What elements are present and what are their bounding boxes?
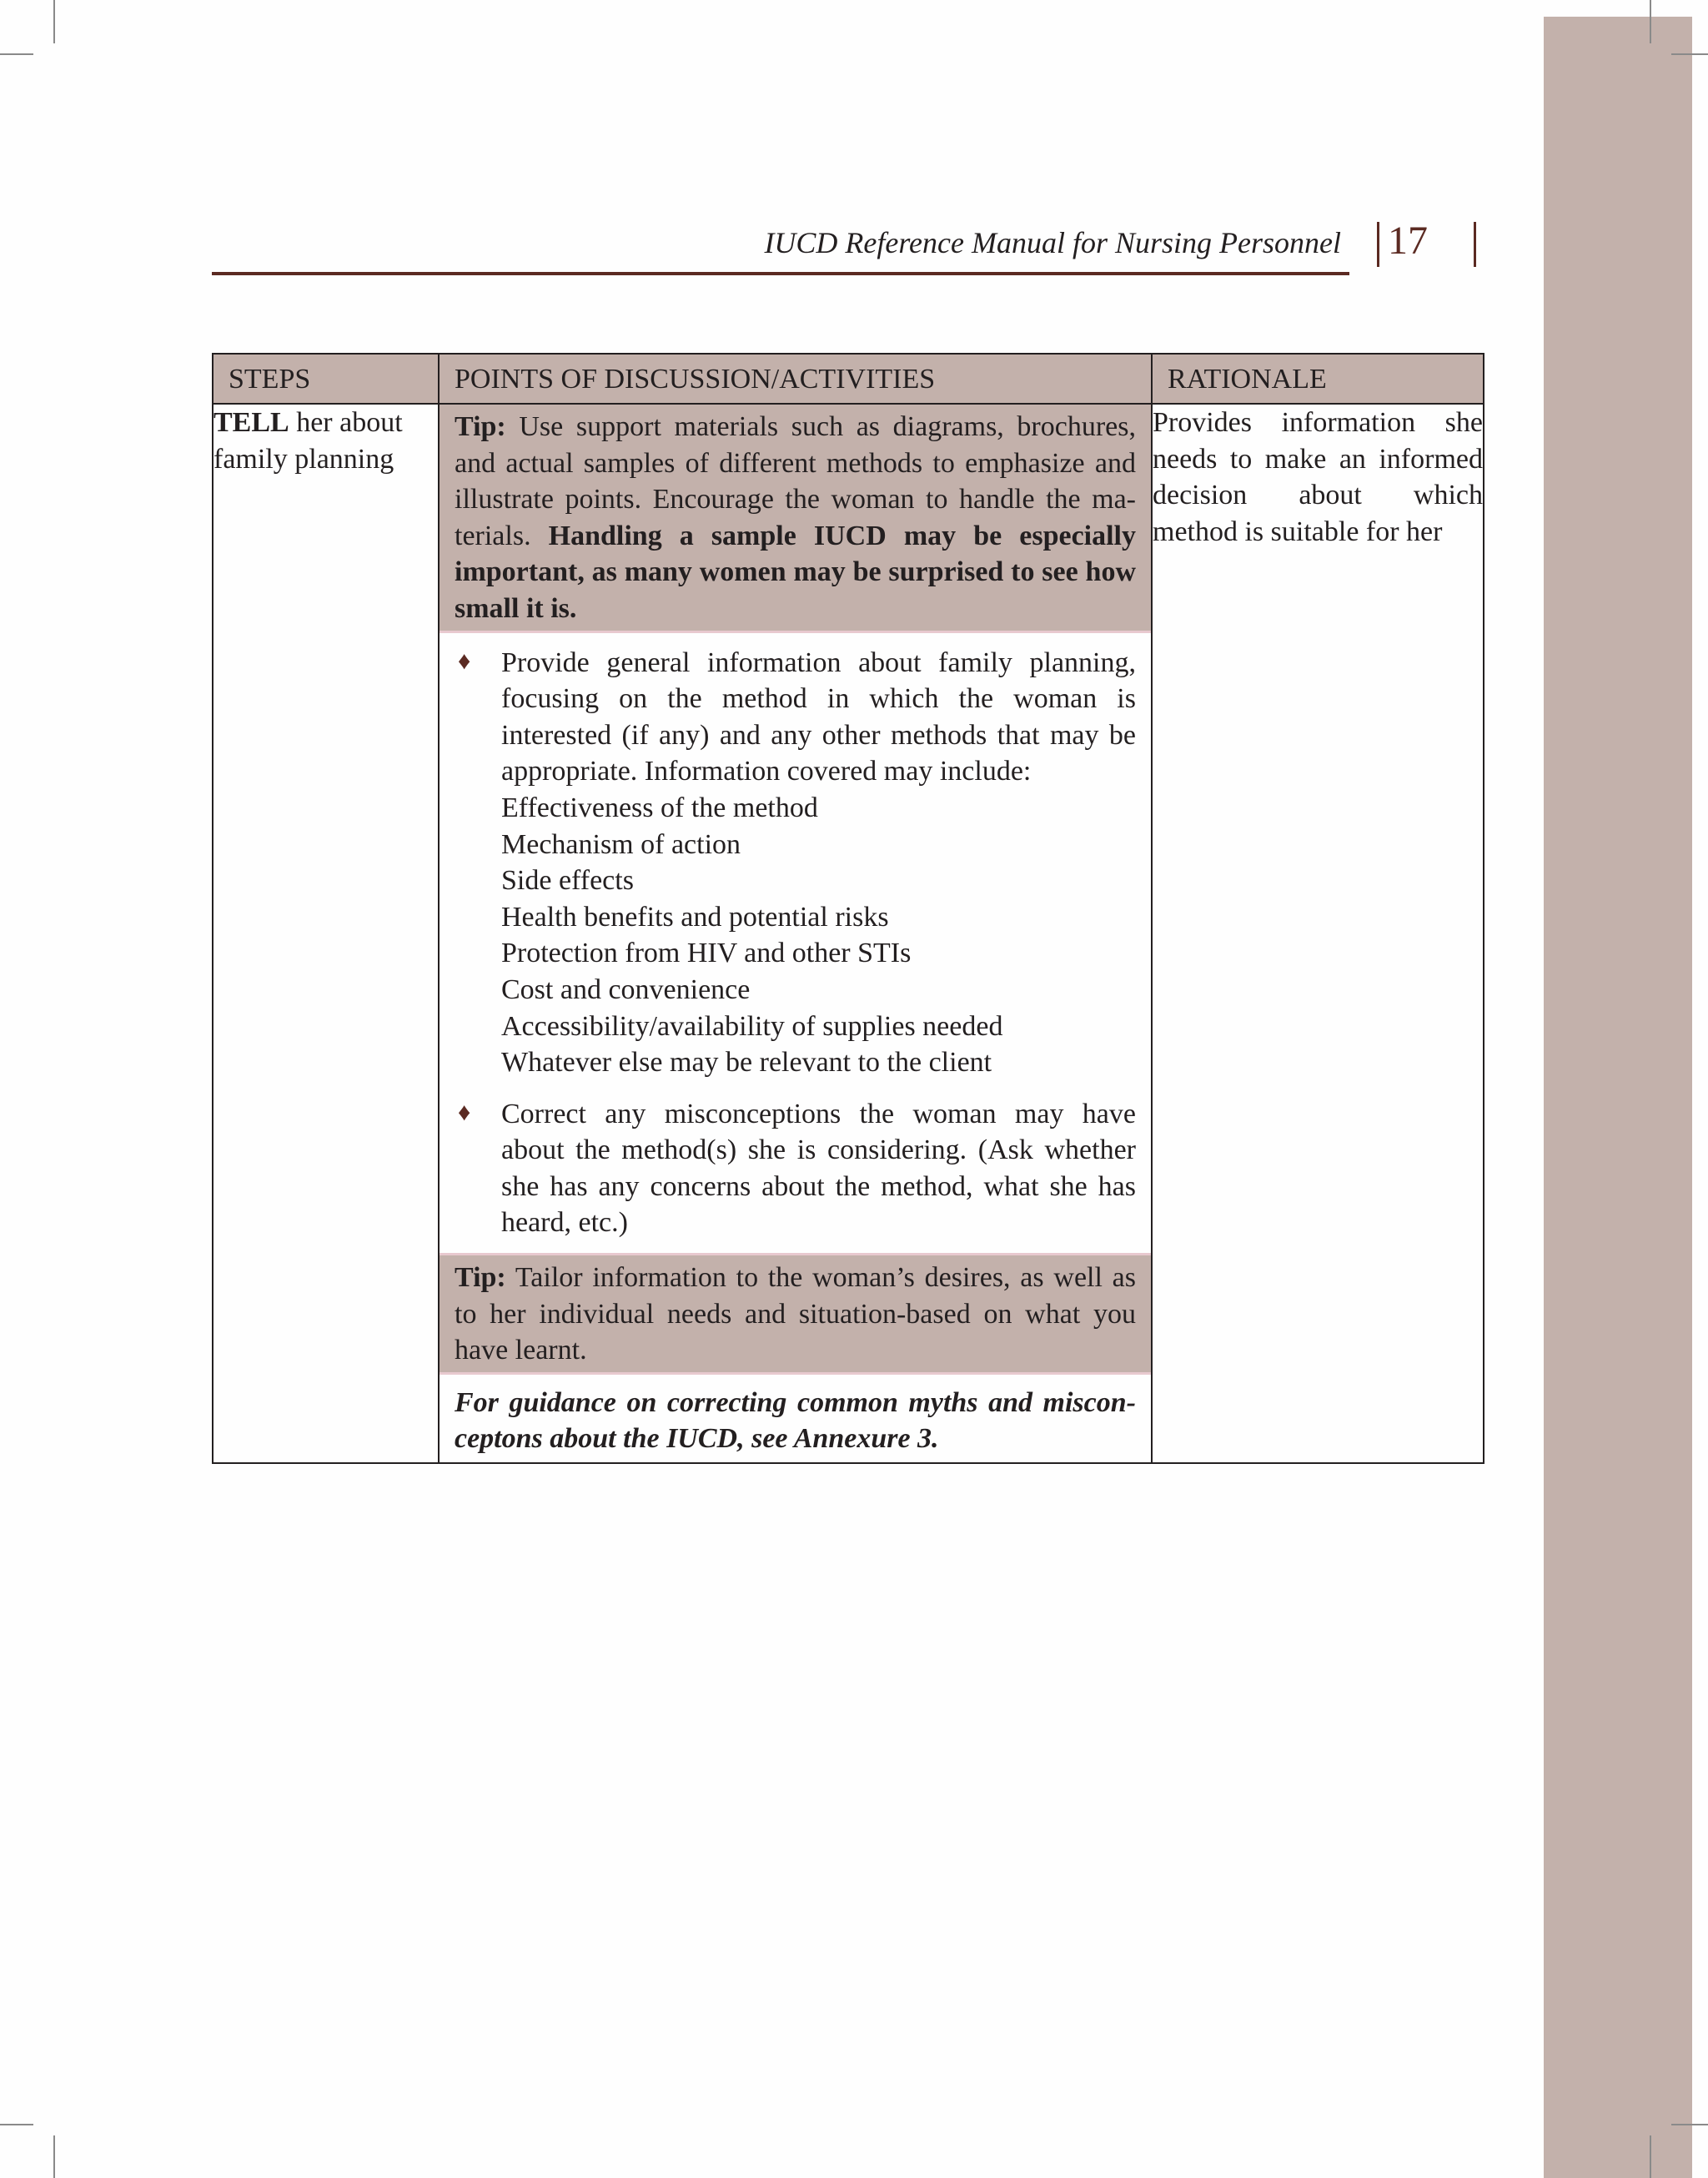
crop-mark — [0, 53, 33, 55]
points-cell — [439, 404, 1152, 1463]
page-number: 17 — [1388, 219, 1428, 263]
bullet-item — [440, 1084, 1151, 1245]
info-item: Accessibility/availability of supplies needed — [501, 1010, 1003, 1042]
page-number-divider — [1474, 222, 1476, 267]
bullet-item — [440, 633, 1151, 1084]
tip-box — [440, 405, 1151, 633]
tip-text: Use support materials such as diagrams, brochures, and actual samples of different methods to emphasize and illustrate points. Encourage the woman to handle the ma-terials. — [455, 411, 1136, 551]
table-row — [213, 404, 1484, 1463]
info-item: Side effects — [501, 865, 634, 897]
crop-mark — [1671, 53, 1708, 55]
header-rationale: RATIONALE — [1152, 354, 1484, 404]
table-header-row — [213, 354, 1484, 404]
info-item: Effectiveness of the method — [501, 792, 818, 823]
info-item: Protection from HIV and other STIs — [501, 938, 912, 969]
step-keyword: TELL — [214, 407, 289, 438]
step-text: her about family planning — [214, 407, 403, 475]
info-item: Mechanism of action — [501, 828, 741, 860]
header-points: POINTS OF DISCUSSION/ACTIVITIES — [439, 354, 1152, 404]
tip-label: Tip: — [455, 1262, 506, 1294]
crop-mark — [53, 0, 55, 43]
diamond-bullet-icon: ♦ — [458, 646, 471, 675]
crop-mark — [0, 2124, 33, 2125]
diamond-bullet-icon: ♦ — [458, 1098, 471, 1126]
info-item: Health benefits and potential risks — [501, 901, 889, 933]
tip-text: Tailor information to the woman’s desires, as well as to her individual needs and situation-based on what you have learnt. — [455, 1262, 1136, 1366]
crop-mark — [53, 2135, 55, 2178]
header-steps: STEPS — [213, 354, 439, 404]
step-cell — [213, 404, 439, 1463]
tip-box — [440, 1253, 1151, 1375]
info-item: Whatever else may be relevant to the client — [501, 1047, 992, 1079]
bullet-text: Provide general information about family planning, focusing on the method in which the woman is interested (if any) and any other methods that may be appropriate. Information covered may include: — [501, 646, 1136, 787]
counselling-steps-table — [212, 353, 1484, 1464]
crop-mark — [1650, 2135, 1651, 2178]
tip-bold-text: Handling a sample IUCD may be especially important, as many women may be surprised to see how small it is. — [455, 520, 1136, 624]
header-rule — [212, 272, 1349, 275]
crop-mark — [1671, 2124, 1708, 2125]
running-title: IUCD Reference Manual for Nursing Personnel — [764, 226, 1341, 259]
bullet-text: Correct any misconceptions the woman may have about the method(s) she is considering. (Ask whether she has any concerns about the method, what she has heard, etc.) — [501, 1098, 1136, 1239]
tip-label: Tip: — [455, 411, 506, 442]
side-color-band — [1544, 17, 1692, 2178]
crop-mark — [1650, 0, 1651, 43]
info-item: Cost and convenience — [501, 973, 751, 1005]
guidance-note: For guidance on correcting common myths and miscon-ceptons about the IUCD, see Annexure 3. — [455, 1386, 1136, 1455]
rationale-cell: Provides information she needs to make an informed decision about which method is suitable for her — [1152, 404, 1484, 1463]
